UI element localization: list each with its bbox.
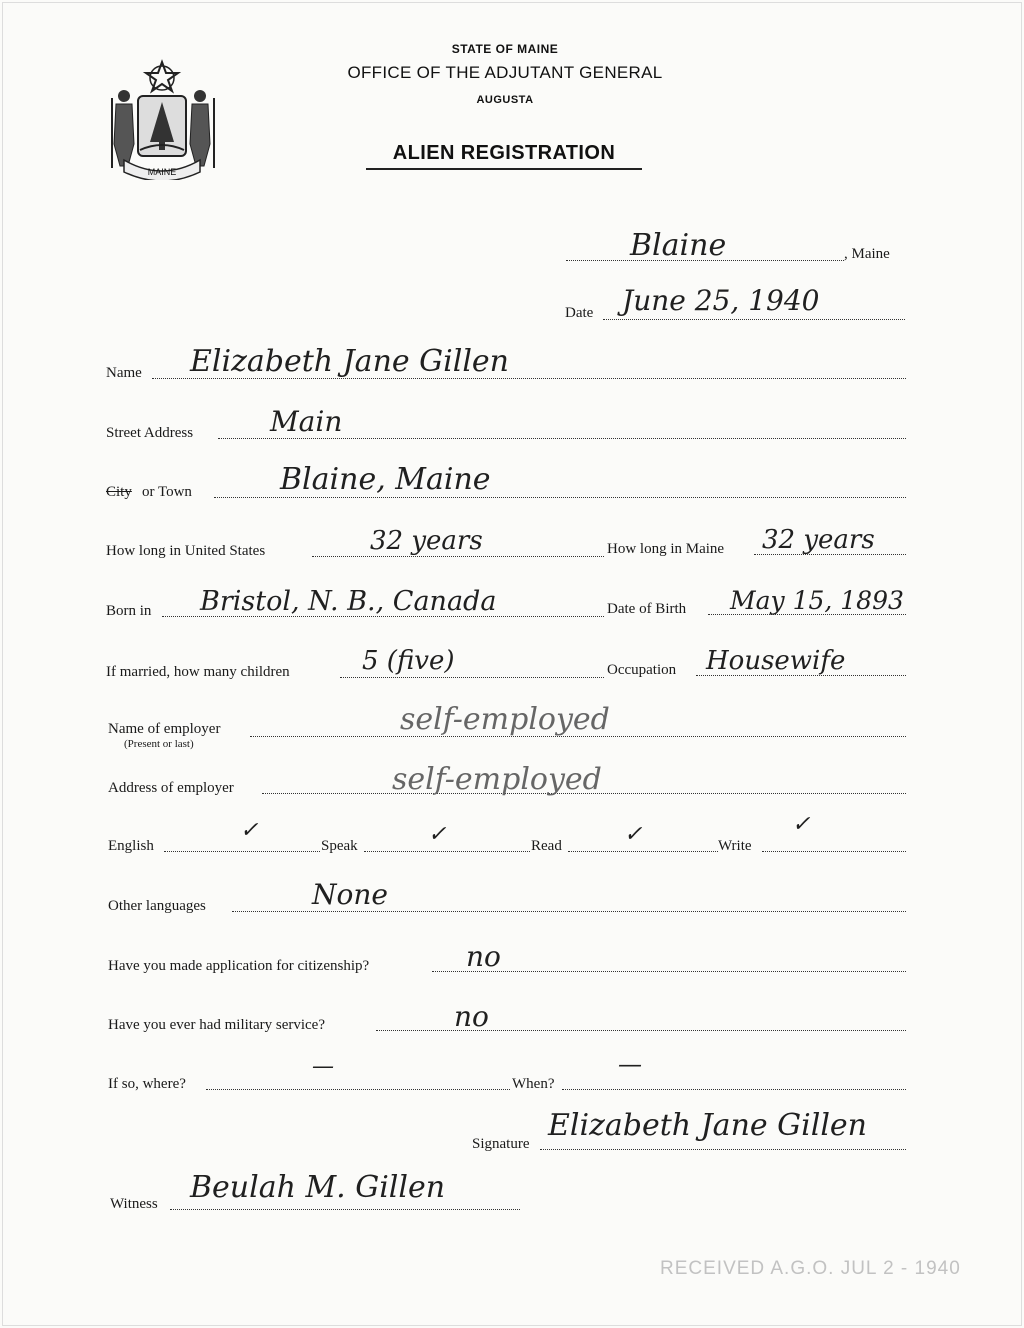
city-entry: Blaine, Maine	[280, 462, 491, 497]
witness-label: Witness	[110, 1196, 158, 1212]
born-entry: Bristol, N. B., Canada	[200, 586, 497, 617]
children-entry: 5 (five)	[362, 646, 455, 676]
employer-entry: self-employed	[400, 702, 610, 737]
employer-address-label: Address of employer	[108, 780, 234, 796]
how-long-maine-entry: 32 years	[762, 525, 875, 555]
city-label: or Town	[142, 484, 192, 500]
citizenship-label: Have you made application for citizenship?	[108, 958, 370, 974]
street-entry: Main	[270, 405, 343, 438]
citizenship-entry: no	[466, 940, 501, 973]
dob-entry: May 15, 1893	[730, 586, 904, 615]
name-label: Name	[106, 365, 142, 381]
dob-label: Date of Birth	[607, 601, 687, 617]
employer-address-entry: self-employed	[392, 762, 602, 797]
name-entry: Elizabeth Jane Gillen	[190, 344, 509, 379]
military-label: Have you ever had military service?	[108, 1017, 325, 1033]
header-state: STATE OF MAINE	[451, 42, 559, 56]
signature-label: Signature	[472, 1136, 530, 1152]
employer-sub-label: (Present or last)	[124, 738, 194, 750]
signature-entry: Elizabeth Jane Gillen	[548, 1108, 867, 1143]
where-label: If so, where?	[108, 1076, 186, 1092]
occupation-entry: Housewife	[706, 646, 846, 676]
english-entry: ✓	[240, 818, 259, 843]
employer-label: Name of employer	[108, 721, 221, 737]
place-entry: Blaine	[630, 228, 727, 263]
header-office: OFFICE OF THE ADJUTANT GENERAL	[347, 63, 663, 82]
born-label: Born in	[106, 603, 152, 619]
speak-entry: ✓	[428, 822, 447, 847]
date-label: Date	[565, 305, 594, 321]
how-long-maine-label: How long in Maine	[607, 541, 725, 557]
when-label: When?	[512, 1076, 555, 1092]
title-underline	[366, 168, 642, 170]
write-entry: ✓	[792, 812, 811, 837]
witness-entry: Beulah M. Gillen	[190, 1170, 446, 1205]
other-languages-entry: None	[312, 878, 388, 911]
received-stamp: RECEIVED A.G.O. JUL 2 - 1940	[660, 1258, 961, 1279]
married-label: If married, how many children	[106, 664, 290, 680]
read-entry: ✓	[624, 822, 643, 847]
when-entry: —	[618, 1050, 642, 1078]
header-city: AUGUSTA	[476, 94, 534, 106]
street-label: Street Address	[106, 425, 194, 441]
english-label: English	[108, 838, 154, 854]
city-struck-label: City	[106, 484, 132, 500]
how-long-us-entry: 32 years	[370, 526, 483, 556]
speak-label: Speak	[321, 838, 358, 854]
date-entry: June 25, 1940	[622, 284, 820, 317]
where-entry: —	[312, 1054, 334, 1079]
form-title: ALIEN REGISTRATION	[392, 142, 616, 164]
read-label: Read	[531, 838, 562, 854]
place-suffix: , Maine	[844, 246, 890, 262]
other-languages-label: Other languages	[108, 898, 206, 914]
how-long-us-label: How long in United States	[106, 543, 266, 559]
occupation-label: Occupation	[607, 662, 677, 678]
military-entry: no	[454, 1000, 489, 1033]
seal-text: MAINE	[147, 167, 177, 177]
write-label: Write	[718, 838, 752, 854]
